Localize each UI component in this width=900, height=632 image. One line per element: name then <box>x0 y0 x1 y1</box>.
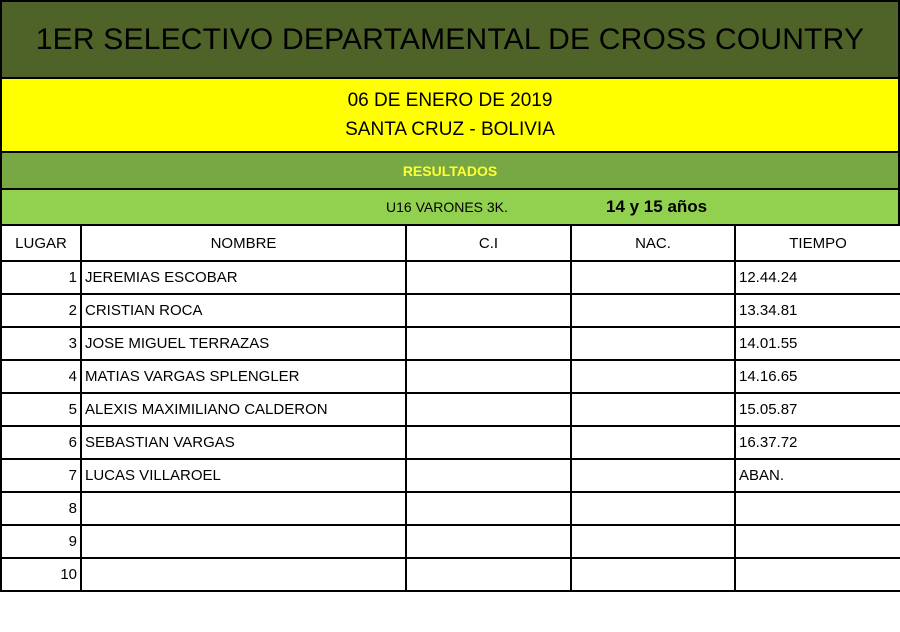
cell-nac <box>571 360 735 393</box>
table-row <box>1 558 900 591</box>
page-title: 1ER SELECTIVO DEPARTAMENTAL DE CROSS COUNTRY <box>0 0 900 77</box>
cell-nac <box>571 492 735 525</box>
cell-lugar: 2 <box>1 294 81 327</box>
cell-nombre: ALEXIS MAXIMILIANO CALDERON <box>81 393 406 426</box>
category-band <box>0 188 900 224</box>
cell-nac <box>571 327 735 360</box>
cell-nombre: SEBASTIAN VARGAS <box>81 426 406 459</box>
cell-tiempo <box>735 525 900 558</box>
table-row <box>1 327 900 360</box>
cell-lugar: 7 <box>1 459 81 492</box>
cell-ci <box>406 327 571 360</box>
cell-ci <box>406 492 571 525</box>
cell-tiempo: 15.05.87 <box>735 393 900 426</box>
results-heading: RESULTADOS <box>0 151 900 188</box>
table-row <box>1 294 900 327</box>
table-row <box>1 525 900 558</box>
table-row <box>1 360 900 393</box>
cell-nac <box>571 459 735 492</box>
table-header-row <box>1 225 900 261</box>
cell-tiempo: 13.34.81 <box>735 294 900 327</box>
cell-lugar: 4 <box>1 360 81 393</box>
cell-nac <box>571 294 735 327</box>
table-row <box>1 261 900 294</box>
event-date: 06 DE ENERO DE 2019 <box>347 90 553 111</box>
cell-nombre: LUCAS VILLAROEL <box>81 459 406 492</box>
cell-nombre: MATIAS VARGAS SPLENGLER <box>81 360 406 393</box>
cell-ci <box>406 459 571 492</box>
cell-tiempo: 14.16.65 <box>735 360 900 393</box>
cell-ci <box>406 261 571 294</box>
cell-nac <box>571 558 735 591</box>
event-info <box>0 77 900 151</box>
table-row <box>1 459 900 492</box>
cell-tiempo: ABAN. <box>735 459 900 492</box>
cell-ci <box>406 360 571 393</box>
age-range-label: 14 y 15 años <box>606 197 708 216</box>
cell-nombre <box>81 492 406 525</box>
cell-tiempo: 16.37.72 <box>735 426 900 459</box>
cell-nac <box>571 426 735 459</box>
column-header-nombre: NOMBRE <box>81 225 406 261</box>
cell-tiempo: 14.01.55 <box>735 327 900 360</box>
table-row <box>1 426 900 459</box>
cell-ci <box>406 294 571 327</box>
cell-nombre: JOSE MIGUEL TERRAZAS <box>81 327 406 360</box>
cell-lugar: 3 <box>1 327 81 360</box>
cell-nombre: CRISTIAN ROCA <box>81 294 406 327</box>
column-header-ci: C.I <box>406 225 571 261</box>
cell-nombre <box>81 558 406 591</box>
column-header-tiempo: TIEMPO <box>735 225 900 261</box>
column-header-nac: NAC. <box>571 225 735 261</box>
cell-lugar: 5 <box>1 393 81 426</box>
cell-nac <box>571 261 735 294</box>
event-location: SANTA CRUZ - BOLIVIA <box>345 119 555 140</box>
cell-tiempo <box>735 492 900 525</box>
cell-nac <box>571 393 735 426</box>
cell-ci <box>406 525 571 558</box>
table-row <box>1 492 900 525</box>
cell-tiempo: 12.44.24 <box>735 261 900 294</box>
cell-nombre <box>81 525 406 558</box>
results-table <box>0 224 900 592</box>
cell-lugar: 6 <box>1 426 81 459</box>
cell-tiempo <box>735 558 900 591</box>
column-header-lugar: LUGAR <box>1 225 81 261</box>
table-row <box>1 393 900 426</box>
cell-nac <box>571 525 735 558</box>
cell-lugar: 1 <box>1 261 81 294</box>
cell-lugar: 10 <box>1 558 81 591</box>
cell-ci <box>406 393 571 426</box>
cell-ci <box>406 426 571 459</box>
cell-nombre: JEREMIAS ESCOBAR <box>81 261 406 294</box>
category-label: U16 VARONES 3K. <box>386 199 508 215</box>
cell-lugar: 9 <box>1 525 81 558</box>
cell-ci <box>406 558 571 591</box>
cell-lugar: 8 <box>1 492 81 525</box>
